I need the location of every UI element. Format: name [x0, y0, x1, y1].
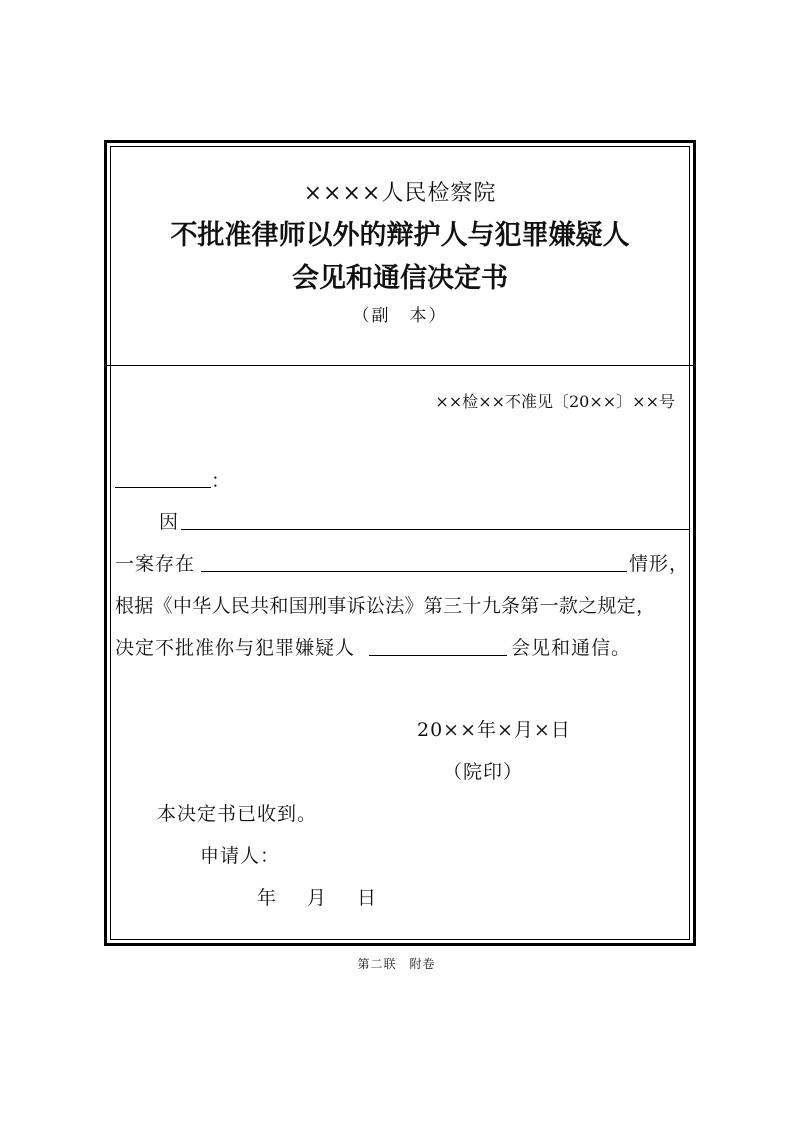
- receipt-text: 本决定书已收到。: [157, 803, 318, 825]
- document-title-line2: 会见和通信决定书: [292, 263, 508, 294]
- decision-prefix: 决定不批准你与犯罪嫌疑人: [115, 637, 356, 659]
- document-number: ××检××不准见〔20××〕××号: [435, 392, 675, 411]
- recipient-blank: [115, 487, 211, 488]
- decision-suffix: 会见和通信。: [511, 637, 632, 659]
- reason-prefix: 因: [159, 511, 180, 533]
- copy-label: （副 本）: [352, 306, 448, 326]
- applicant-label: 申请人：: [200, 845, 281, 867]
- receipt-date-blank: 年 月 日: [257, 887, 383, 909]
- recipient-colon: ：: [211, 470, 232, 492]
- circumstance-blank: [201, 571, 627, 572]
- case-prefix: 一案存在: [115, 553, 196, 575]
- organization-name: ××××人民检察院: [303, 181, 497, 206]
- suspect-name-blank: [369, 655, 507, 656]
- document-title-line1: 不批准律师以外的辩护人与犯罪嫌疑人: [170, 220, 630, 251]
- document-frame: [104, 140, 696, 946]
- decision-date: 20××年×月×日: [417, 719, 571, 741]
- legal-basis: 根据《中华人民共和国刑事诉讼法》第三十九条第一款之规定，: [115, 595, 656, 617]
- header-divider: [107, 365, 693, 366]
- reason-blank: [181, 529, 689, 530]
- court-seal: （院印）: [443, 761, 524, 783]
- circumstance-suffix: 情形，: [629, 553, 690, 575]
- footer-copy-label: 第二联 附卷: [357, 957, 436, 971]
